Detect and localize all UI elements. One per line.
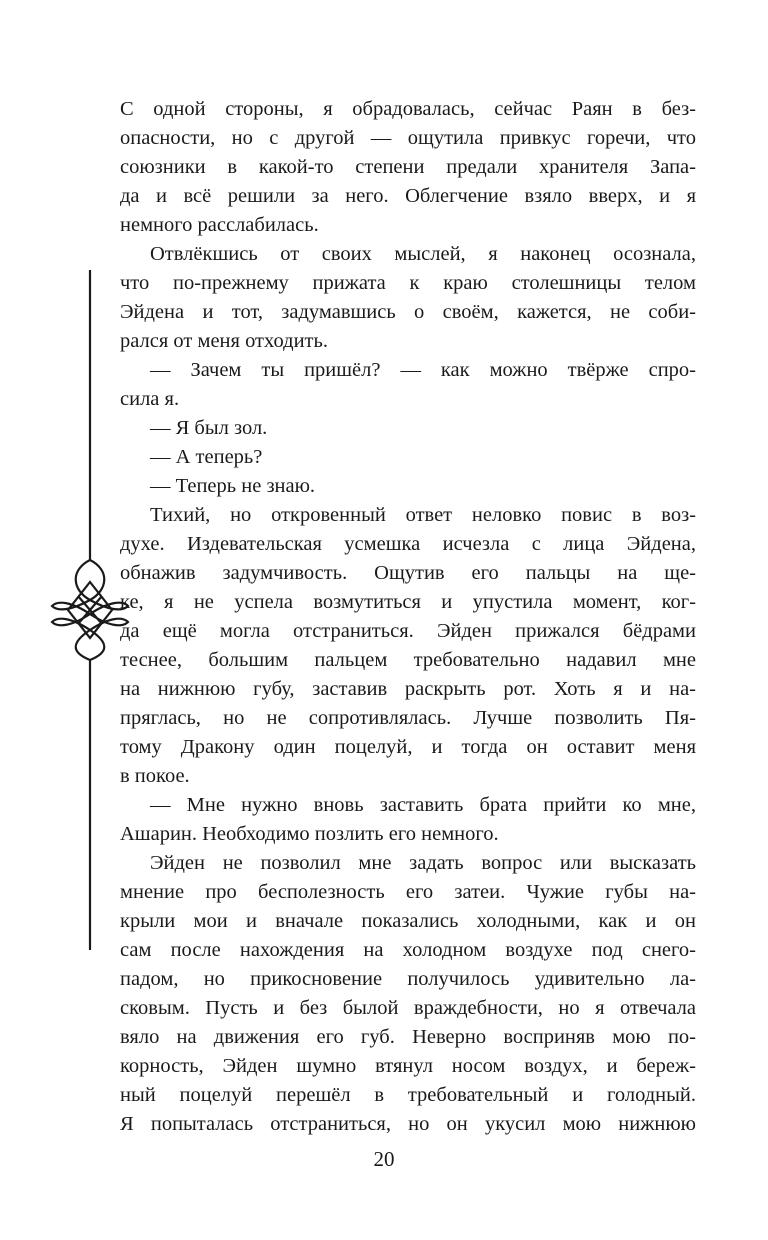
- text-line: что по-прежнему прижата к краю столешницы телом: [120, 272, 696, 294]
- text-line: немного расслабилась.: [120, 214, 319, 236]
- text-line: ный поцелуй перешёл в требовательный и голодный.: [120, 1084, 696, 1106]
- text-line: Тихий, но откровенный ответ неловко повис в воз-: [150, 504, 696, 526]
- text-line: пряглась, но не сопротивлялась. Лучше позволить Пя-: [120, 707, 696, 729]
- text-line: Эйден не позволил мне задать вопрос или высказать: [150, 852, 696, 874]
- page-number: 20: [373, 1147, 395, 1171]
- text-line: тому Дракону один поцелуй, и тогда он оставит меня: [120, 736, 696, 758]
- text-line: крыли мои и вначале показались холодными, как и он: [120, 910, 696, 932]
- celtic-knot-ornament: [50, 270, 130, 950]
- text-line: Эйдена и тот, задумавшись о своём, кажется, не соби-: [120, 301, 696, 323]
- text-line: союзники в какой-то степени предали хранителя Запа-: [120, 156, 696, 178]
- text-line: вяло на движения его губ. Неверно восприняв мою по-: [120, 1026, 696, 1048]
- dialogue-line: — Мне нужно вновь заставить брата прийти ко мне,: [150, 794, 696, 816]
- text-line: Отвлёкшись от своих мыслей, я наконец осознала,: [150, 243, 696, 265]
- text-line: на нижнюю губу, заставив раскрыть рот. Хоть я и на-: [120, 678, 696, 700]
- text-line: опасности, но с другой — ощутила привкус горечи, что: [120, 127, 696, 149]
- text-line: да и всё решили за него. Облегчение взяло вверх, и я: [120, 185, 696, 207]
- text-line: сам после нахождения на холодном воздухе под снего-: [120, 939, 696, 961]
- dialogue-line: — Я был зол.: [150, 417, 268, 439]
- text-line: мнение про бесполезность его затеи. Чужие губы на-: [120, 881, 696, 903]
- text-line: в покое.: [120, 765, 190, 787]
- text-line: обнажив задумчивость. Ощутив его пальцы на ще-: [120, 562, 696, 584]
- text-line: Ашарин. Необходимо позлить его немного.: [120, 823, 499, 845]
- dialogue-line: — Зачем ты пришёл? — как можно твёрже спро-: [150, 359, 696, 381]
- text-line: корность, Эйден шумно втянул носом воздух, и береж-: [120, 1055, 696, 1077]
- dialogue-line: — Теперь не знаю.: [150, 475, 316, 497]
- text-line: рался от меня отходить.: [120, 330, 328, 352]
- text-line: сковым. Пусть и без былой враждебности, но я отвечала: [120, 997, 696, 1019]
- text-line: сила я.: [120, 388, 180, 410]
- text-line: теснее, большим пальцем требовательно надавил мне: [120, 649, 696, 671]
- dialogue-line: — А теперь?: [150, 446, 263, 468]
- text-line: ке, я не успела возмутиться и упустила момент, ког-: [120, 591, 696, 613]
- text-line: падом, но прикосновение получилось удивительно ла-: [120, 968, 696, 990]
- text-line: Я попыталась отстраниться, но он укусил мою нижнюю: [120, 1113, 696, 1135]
- text-line: духе. Издевательская усмешка исчезла с лица Эйдена,: [120, 533, 696, 555]
- text-line: да ещё могла отстраниться. Эйден прижался бёдрами: [120, 620, 696, 642]
- text-line: С одной стороны, я обрадовалась, сейчас Раян в без-: [120, 98, 696, 120]
